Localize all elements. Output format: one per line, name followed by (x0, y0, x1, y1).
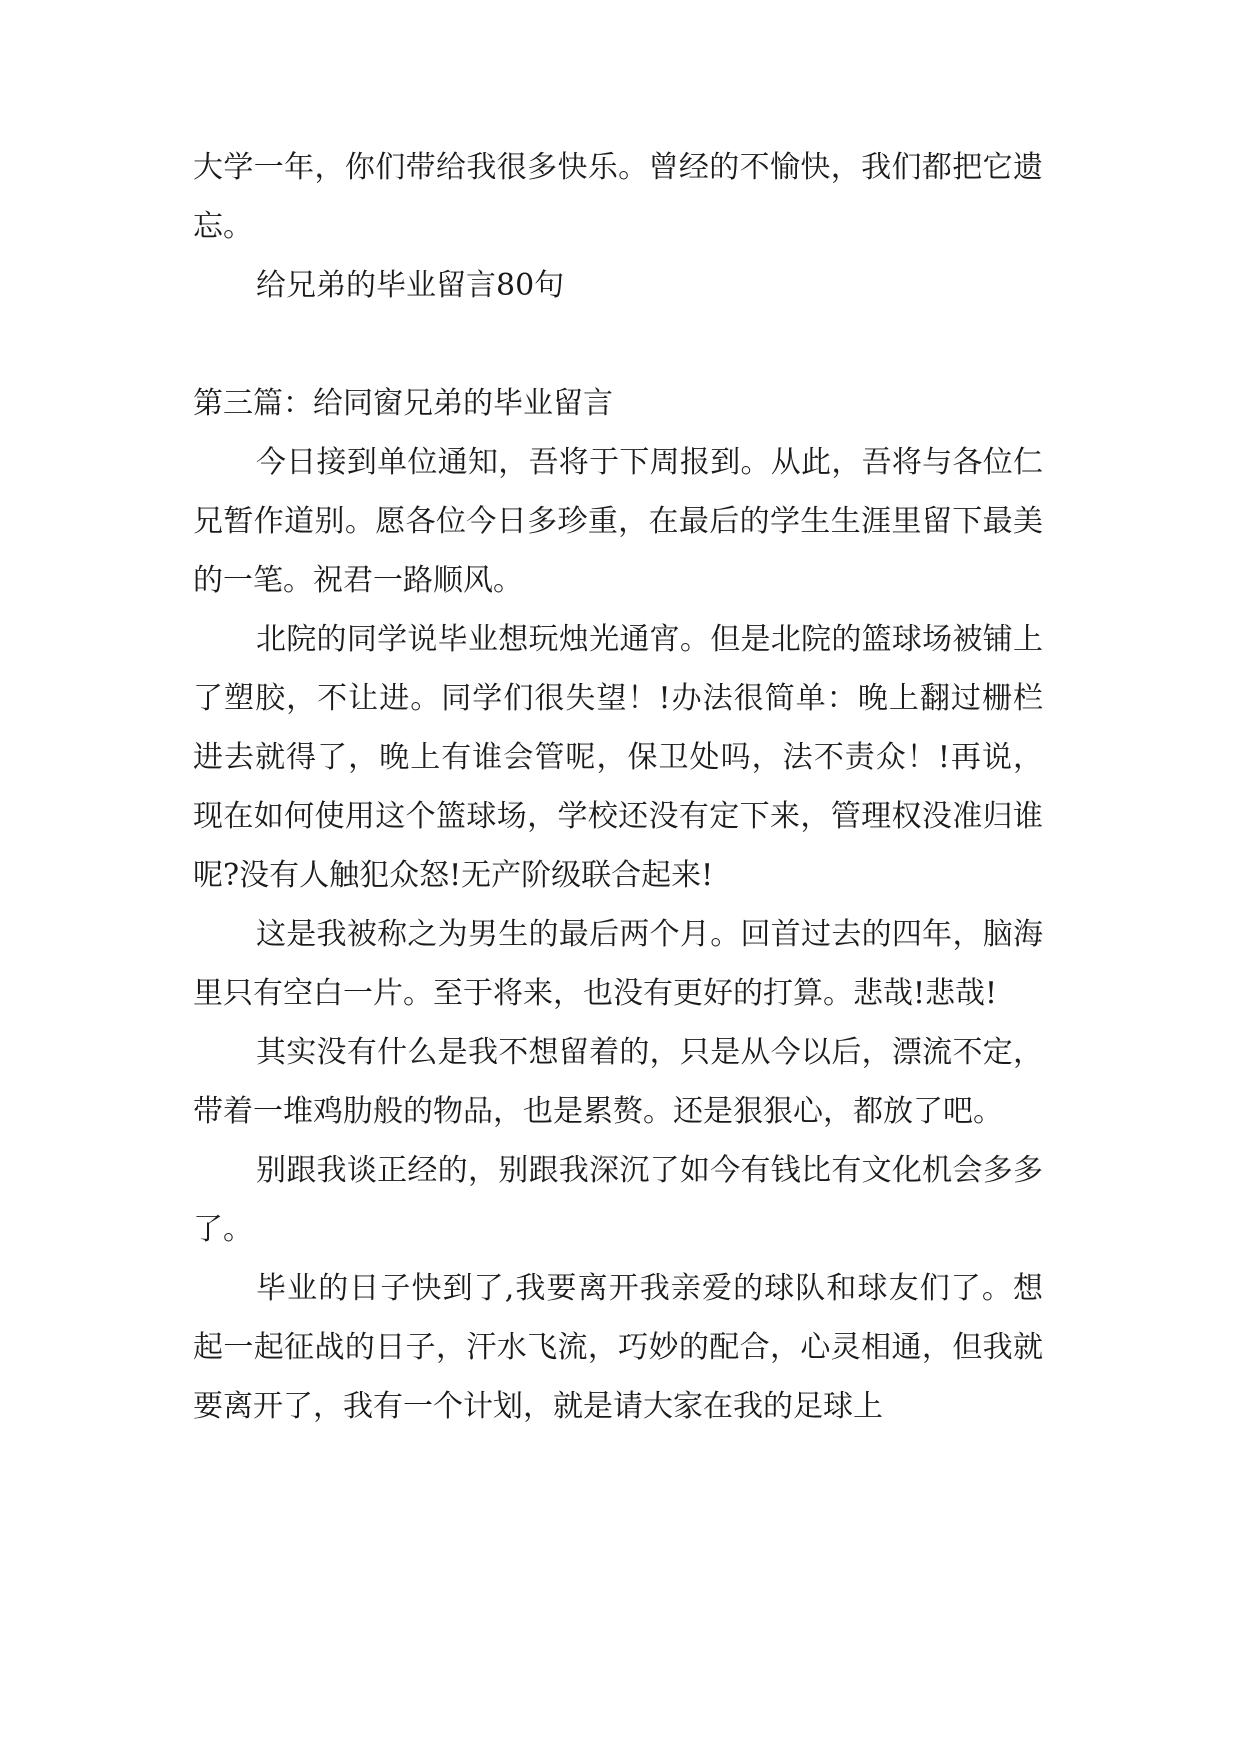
section-spacer (193, 315, 1043, 374)
paragraph-5: 别跟我谈正经的，别跟我深沉了如今有钱比有文化机会多多了。 (193, 1153, 1043, 1247)
section-heading: 第三篇：给同窗兄弟的毕业留言 (193, 386, 613, 421)
previous-article-title: 给兄弟的毕业留言80句 (256, 268, 565, 303)
document-body (193, 138, 1043, 1436)
paragraph-6: 毕业的日子快到了,我要离开我亲爱的球队和球友们了。想起一起征战的日子，汗水飞流，巧妙的配合，心灵相通，但我就要离开了，我有一个计划，就是请大家在我的足球上 (193, 1271, 1043, 1424)
paragraph-4: 其实没有什么是我不想留着的，只是从今以后，漂流不定，带着一堆鸡肋般的物品，也是累赘。还是狠狠心，都放了吧。 (193, 1035, 1043, 1129)
paragraph-2: 北院的同学说毕业想玩烛光通宵。但是北院的篮球场被铺上了塑胶，不让进。同学们很失望！!办法很简单：晚上翻过栅栏进去就得了，晚上有谁会管呢，保卫处吗，法不责众！!再说，现在如何使用这个篮球场，学校还没有定下来，管理权没准归谁呢?没有人触犯众怒!无产阶级联合起来! (193, 622, 1043, 893)
paragraph-1: 今日接到单位通知，吾将于下周报到。从此，吾将与各位仁兄暂作道别。愿各位今日多珍重，在最后的学生生涯里留下最美的一笔。祝君一路顺风。 (193, 445, 1043, 598)
intro-paragraph: 大学一年，你们带给我很多快乐。曾经的不愉快，我们都把它遗忘。 (193, 150, 1043, 244)
paragraph-3: 这是我被称之为男生的最后两个月。回首过去的四年，脑海里只有空白一片。至于将来，也没有更好的打算。悲哉!悲哉! (193, 917, 1043, 1011)
